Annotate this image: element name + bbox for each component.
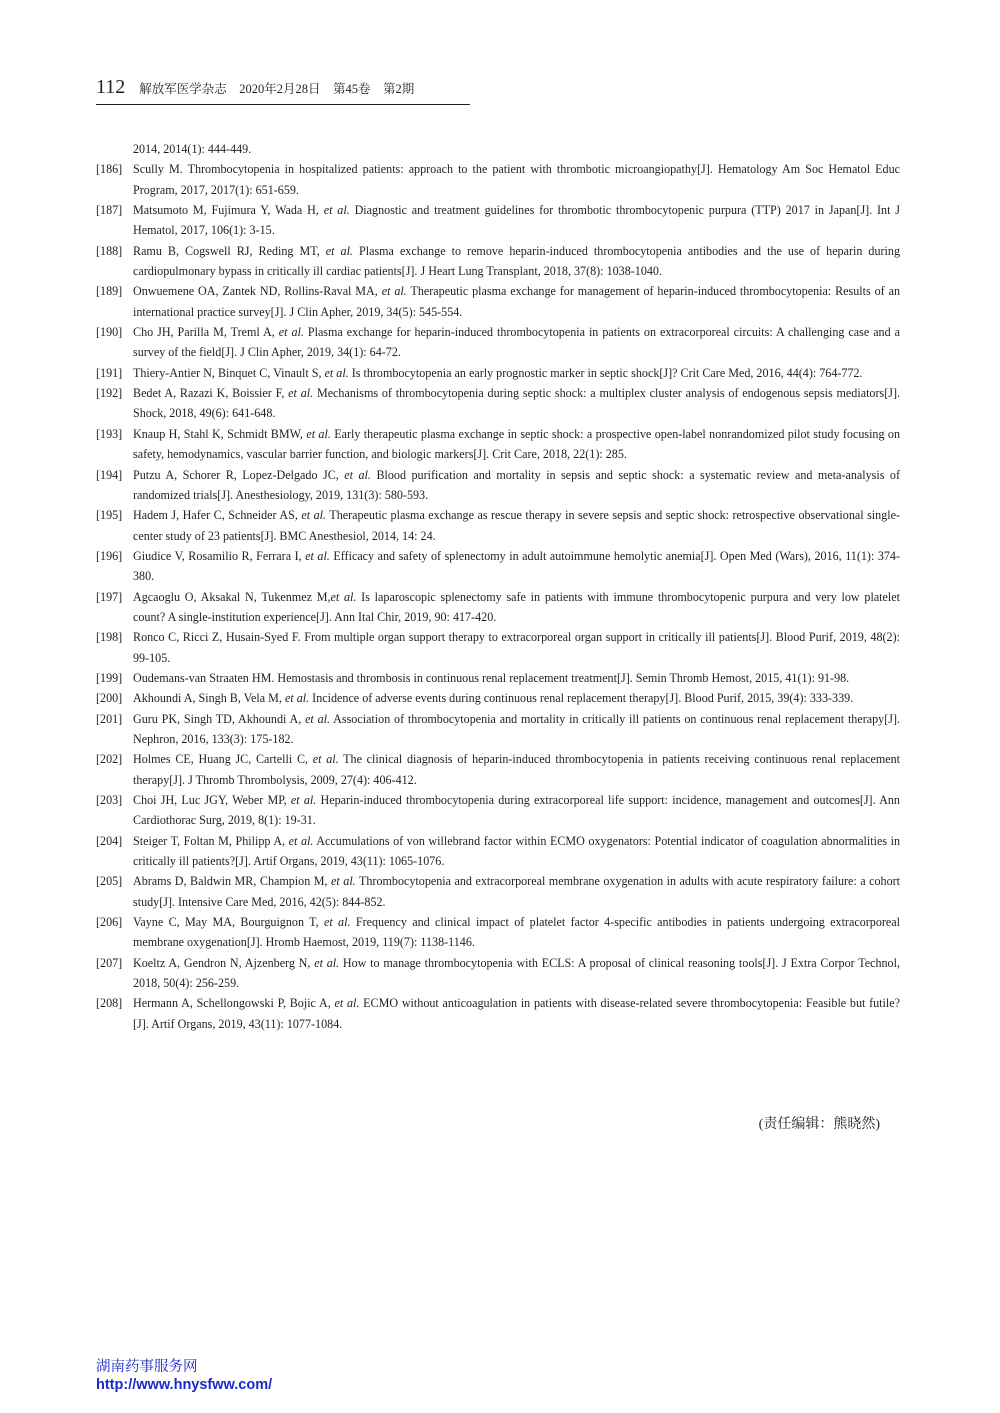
reference-text-cont: ECMO without anticoagulation in patients with disease-related severe thrombocytopenia: Feasible but futile?[J]. Artif Organs, 2019, 43(11): 1077-1084. bbox=[133, 996, 900, 1031]
reference-text-cont: Thrombocytopenia and extracorporeal membrane oxygenation in adults with acute respiratory failure: a cohort study[J]. Intensive Care Med, 2016, 42(5): 844-852. bbox=[133, 874, 901, 909]
reference-et-al: et al. bbox=[312, 752, 339, 767]
reference-entry bbox=[96, 953, 900, 994]
reference-entry bbox=[96, 587, 900, 628]
reference-number: [195] bbox=[96, 508, 123, 523]
reference-text-cont: Heparin-induced thrombocytopenia during extracorporeal life support: incidence, management and outcomes[J]. Ann Cardiothorac Surg, 2019, 8(1): 19-31. bbox=[133, 793, 900, 828]
reference-text: Matsumoto M, Fujimura Y, Wada H, bbox=[133, 203, 324, 218]
reference-text: Ronco C, Ricci Z, Husain-Syed F. From multiple organ support therapy to extracorporeal organ support in critically ill patients[J]. Blood Purif, 2019, 48(2): 99-105. bbox=[133, 630, 900, 665]
reference-text-cont: Early therapeutic plasma exchange in septic shock: a prospective open-label nonrandomized pilot study focusing on safety, hemodynamics, vascular barrier function, and biologic markers[J]. Crit Care, 2018, 22(1): 285. bbox=[133, 426, 900, 462]
reference-entry bbox=[96, 383, 900, 424]
reference-text: Hermann A, Schellongowski P, Bojic A, bbox=[133, 996, 335, 1011]
reference-text: Knaup H, Stahl K, Schmidt BMW, bbox=[133, 426, 307, 441]
reference-text-cont: Incidence of adverse events during continuous renal replacement therapy[J]. Blood Purif, 2015, 39(4): 333-339. bbox=[309, 691, 854, 706]
reference-entry bbox=[96, 627, 900, 668]
reference-number: [198] bbox=[96, 630, 123, 645]
page-header bbox=[96, 76, 470, 105]
reference-text: Abrams D, Baldwin MR, Champion M, bbox=[133, 874, 332, 889]
reference-text: 2014, 2014(1): 444-449. bbox=[133, 142, 252, 156]
reference-et-al: et al. bbox=[344, 467, 371, 482]
reference-text: Choi JH, Luc JGY, Weber MP, bbox=[133, 793, 291, 807]
reference-entry bbox=[96, 709, 900, 750]
reference-entry bbox=[96, 465, 900, 506]
reference-text: Onwuemene OA, Zantek ND, Rollins-Raval MA, bbox=[133, 284, 382, 299]
reference-number: [207] bbox=[96, 955, 123, 970]
reference-text: Guru PK, Singh TD, Akhoundi A, bbox=[133, 711, 306, 726]
reference-text: Putzu A, Schorer R, Lopez-Delgado JC, bbox=[133, 467, 345, 482]
reference-text: Steiger T, Foltan M, Philipp A, bbox=[133, 833, 289, 848]
reference-et-al: et al. bbox=[331, 874, 356, 889]
reference-number: [190] bbox=[96, 325, 123, 340]
reference-text: Bedet A, Razazi K, Boissier F, bbox=[133, 386, 289, 401]
reference-number: [187] bbox=[96, 203, 123, 218]
reference-text: Giudice V, Rosamilio R, Ferrara I, bbox=[133, 548, 306, 563]
reference-entry bbox=[96, 831, 900, 872]
reference-text-cont: Blood purification and mortality in sepsis and septic shock: a systematic review and meta-analysis of randomized trials[J]. Anesthesiology, 2019, 131(3): 580-593. bbox=[133, 467, 900, 502]
reference-text-cont: How to manage thrombocytopenia with ECLS: A proposal of clinical reasoning tools[J]. J Extra Corpor Technol, 2018, 50(4): 256-259. bbox=[133, 955, 900, 991]
watermark bbox=[96, 1358, 272, 1394]
reference-number: [194] bbox=[96, 467, 123, 482]
journal-info: 解放军医学杂志 2020年2月28日 第45卷 第2期 bbox=[139, 82, 415, 96]
reference-number: [203] bbox=[96, 793, 123, 807]
reference-text: Ramu B, Cogswell RJ, Reding MT, bbox=[133, 243, 326, 258]
reference-et-al: et al. bbox=[278, 325, 304, 340]
reference-entry bbox=[96, 159, 900, 200]
reference-number: [201] bbox=[96, 711, 123, 726]
reference-text-cont: Efficacy and safety of splenectomy in adult autoimmune hemolytic anemia[J]. Open Med (Wars), 2016, 11(1): 374-380. bbox=[133, 548, 900, 584]
reference-text-cont: Accumulations of von willebrand factor within ECMO oxygenators: Potential indicator of coagulation abnormalities in critically ill patients?[J]. Artif Organs, 2019, 43(11): 1065-1076. bbox=[133, 833, 901, 869]
reference-et-al: et al. bbox=[306, 426, 331, 441]
reference-entry bbox=[96, 790, 900, 831]
reference-entry bbox=[96, 139, 900, 159]
reference-et-al: et al. bbox=[314, 955, 340, 970]
page-number: 112 bbox=[96, 76, 126, 98]
reference-number: [205] bbox=[96, 874, 123, 889]
reference-entry bbox=[96, 688, 900, 708]
reference-et-al: et al. bbox=[290, 793, 317, 807]
reference-number: [186] bbox=[96, 162, 123, 177]
reference-et-al: et al. bbox=[288, 833, 314, 848]
reference-text: Oudemans-van Straaten HM. Hemostasis and thrombosis in continuous renal replacement treatment[J]. Semin Thromb Hemost, 2015, 41(1): 91-98. bbox=[133, 670, 850, 685]
reference-entry bbox=[96, 281, 900, 322]
reference-text-cont: Association of thrombocytopenia and mortality in critically ill patients on continuous renal replacement therapy[J]. Nephron, 2016, 133(3): 175-182. bbox=[133, 711, 900, 746]
reference-text-cont: Plasma exchange to remove heparin-induced thrombocytopenia antibodies and the use of heparin during cardiopulmonary bypass in critically ill cardiac patients[J]. J Heart Lung Transplant, 2018, 37(8): 1038-1040. bbox=[133, 243, 901, 279]
reference-number: [196] bbox=[96, 548, 123, 563]
reference-text-cont: Therapeutic plasma exchange for management of heparin-induced thrombocytopenia: Results of an international practice survey[J]. J Clin Apher, 2019, 34(5): 545-554. bbox=[133, 284, 901, 319]
reference-text: Thiery-Antier N, Binquet C, Vinault S, bbox=[133, 365, 325, 380]
reference-entry bbox=[96, 912, 900, 953]
reference-number: [200] bbox=[96, 691, 123, 706]
reference-text-cont: Is thrombocytopenia an early prognostic marker in septic shock[J]? Crit Care Med, 2016, 44(4): 764-772. bbox=[348, 365, 863, 380]
reference-number: [192] bbox=[96, 386, 123, 401]
reference-text: Holmes CE, Huang JC, Cartelli C, bbox=[133, 752, 313, 767]
reference-number: [204] bbox=[96, 833, 123, 848]
watermark-url[interactable]: http://www.hnysfww.com/ bbox=[96, 1377, 273, 1393]
reference-number: [208] bbox=[96, 996, 123, 1011]
reference-text: Akhoundi A, Singh B, Vela M, bbox=[133, 691, 285, 706]
reference-number: [193] bbox=[96, 426, 123, 441]
reference-number: [189] bbox=[96, 284, 123, 299]
reference-et-al: et al. bbox=[323, 203, 350, 218]
reference-entry bbox=[96, 749, 900, 790]
reference-text-cont: Is laparoscopic splenectomy safe in patients with immune thrombocytopenic purpura and very low platelet count? A single-institution experience[J]. Ann Ital Chir, 2019, 90: 417-420. bbox=[133, 589, 901, 624]
reference-et-al: et al. bbox=[381, 284, 407, 299]
reference-text: Cho JH, Parilla M, Treml A, bbox=[133, 325, 279, 340]
reference-et-al: et al. bbox=[288, 386, 314, 401]
reference-text-cont: Diagnostic and treatment guidelines for thrombotic thrombocytopenic purpura (TTP) 2017 in Japan[J]. Int J Hematol, 2017, 106(1): 3-15. bbox=[133, 203, 901, 238]
reference-list bbox=[96, 139, 900, 1034]
reference-entry bbox=[96, 668, 900, 688]
reference-entry bbox=[96, 871, 900, 912]
reference-et-al: et al. bbox=[323, 915, 351, 930]
reference-et-al: et al. bbox=[284, 691, 310, 706]
reference-entry bbox=[96, 322, 900, 363]
reference-number: [199] bbox=[96, 670, 123, 685]
reference-text: Agcaoglu O, Aksakal N, Tukenmez M, bbox=[133, 589, 331, 604]
reference-number: [191] bbox=[96, 365, 123, 380]
reference-text-cont: The clinical diagnosis of heparin-induced thrombocytopenia in patients receiving continuous renal replacement therapy[J]. J Thromb Thrombolysis, 2009, 27(4): 406-412. bbox=[133, 752, 901, 787]
reference-et-al: et al. bbox=[301, 508, 327, 523]
reference-text-cont: Plasma exchange for heparin-induced thrombocytopenia in patients on extracorporeal circuits: A challenging case and a survey of the field[J]. J Clin Apher, 2019, 34(1): 64-72. bbox=[133, 325, 900, 360]
reference-number: [206] bbox=[96, 915, 123, 930]
reference-number: [188] bbox=[96, 243, 123, 258]
reference-entry bbox=[96, 200, 900, 241]
reference-text: Hadem J, Hafer C, Schneider AS, bbox=[133, 508, 302, 523]
reference-text-cont: Frequency and clinical impact of platelet factor 4-specific antibodies in patients undergoing extracorporeal membrane oxygenation[J]. Hromb Haemost, 2019, 119(7): 1138-1146. bbox=[133, 915, 900, 950]
reference-et-al: et al. bbox=[305, 711, 331, 726]
reference-entry bbox=[96, 363, 900, 383]
reference-text: Vayne C, May MA, Bourguignon T, bbox=[133, 915, 324, 930]
responsible-editor: (责任编辑：熊晓然) bbox=[758, 1117, 880, 1132]
reference-text: Scully M. Thrombocytopenia in hospitalized patients: approach to the patient with thrombotic microangiopathy[J]. Hematology Am Soc Hematol Educ Program, 2017, 2017(1): 651-659. bbox=[133, 162, 900, 197]
reference-number: [197] bbox=[96, 589, 123, 604]
reference-et-al: et al. bbox=[325, 243, 353, 258]
reference-text: Koeltz A, Gendron N, Ajzenberg N, bbox=[133, 955, 315, 970]
reference-entry bbox=[96, 424, 900, 465]
reference-entry bbox=[96, 546, 900, 587]
reference-text-cont: Mechanisms of thrombocytopenia during septic shock: a multiplex cluster analysis of endogenous sepsis mediators[J]. Shock, 2018, 49(6): 641-648. bbox=[133, 386, 901, 421]
reference-entry bbox=[96, 993, 900, 1034]
reference-entry bbox=[96, 505, 900, 546]
reference-text-cont: Therapeutic plasma exchange as rescue therapy in severe sepsis and septic shock: retrospective observational single-center study of 23 patients[J]. BMC Anesthesiol, 2014, 14: 24. bbox=[133, 508, 901, 543]
reference-entry bbox=[96, 241, 900, 282]
reference-et-al: et al. bbox=[330, 589, 357, 604]
watermark-site-name: 湖南药事服务网 bbox=[96, 1359, 198, 1375]
reference-number: [202] bbox=[96, 752, 123, 767]
reference-et-al: et al. bbox=[324, 365, 349, 380]
reference-et-al: et al. bbox=[334, 996, 360, 1011]
reference-et-al: et al. bbox=[305, 548, 330, 563]
